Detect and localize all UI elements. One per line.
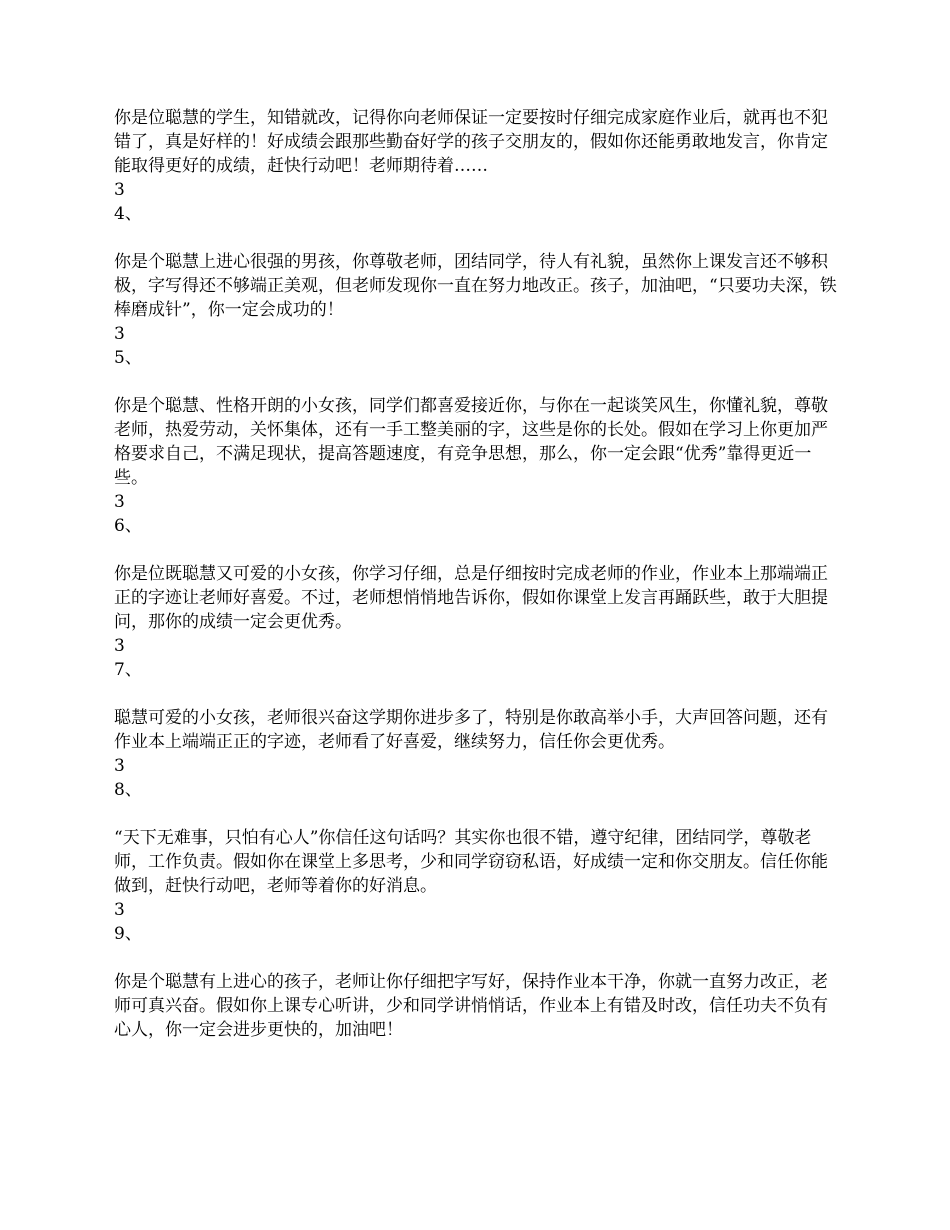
comment-paragraph-7: 聪慧可爱的小女孩，老师很兴奋这学期你进步多了，特别是你敢高举小手，大声回答问题，还有作业本上端端正正的字迹，老师看了好喜爱，继续努力，信任你会更优秀。 — [114, 708, 828, 752]
comment-paragraph-3: 你是位聪慧的学生，知错就改，记得你向老师保证一定要按时仔细完成家庭作业后，就再也不犯错了，真是好样的！好成绩会跟那些勤奋好学的孩子交朋友的，假如你还能勇敢地发言，你肯定能取得更好的成绩，赶快行动吧！老师期待着…… — [114, 108, 828, 176]
score-6: 3 — [114, 636, 125, 656]
item-number-7: 7、 — [114, 660, 142, 680]
item-number-9: 9、 — [114, 924, 142, 944]
comment-paragraph-6: 你是位既聪慧又可爱的小女孩，你学习仔细，总是仔细按时完成老师的作业，作业本上那端端正正的字迹让老师好喜爱。不过，老师想悄悄地告诉你，假如你课堂上发言再踊跃些，敢于大胆提问，那你的成绩一定会更优秀。 — [114, 564, 828, 632]
score-3: 3 — [114, 180, 125, 200]
score-5: 3 — [114, 492, 125, 512]
comment-paragraph-9: 你是个聪慧有上进心的孩子，老师让你仔细把字写好，保持作业本干净，你就一直努力改正，老师可真兴奋。假如你上课专心听讲，少和同学讲悄悄话，作业本上有错及时改，信任功夫不负有心人，你一定会进步更快的，加油吧！ — [114, 972, 828, 1040]
score-7: 3 — [114, 756, 125, 776]
item-number-8: 8、 — [114, 780, 142, 800]
comment-paragraph-4: 你是个聪慧上进心很强的男孩，你尊敬老师，团结同学，待人有礼貌，虽然你上课发言还不够积极，字写得还不够端正美观，但老师发现你一直在努力地改正。孩子，加油吧，“只要功夫深，铁棒磨成针”，你一定会成功的！ — [114, 252, 837, 320]
score-8: 3 — [114, 900, 125, 920]
comment-paragraph-5: 你是个聪慧、性格开朗的小女孩，同学们都喜爱接近你，与你在一起谈笑风生，你懂礼貌，尊敬老师，热爱劳动，关怀集体，还有一手工整美丽的字，这些是你的长处。假如在学习上你更加严格要求自己，不满足现状，提高答题速度，有竞争思想，那么，你一定会跟“优秀”靠得更近一些。 — [114, 396, 828, 488]
score-4: 3 — [114, 324, 125, 344]
comment-paragraph-8: “天下无难事，只怕有心人”你信任这句话吗？其实你也很不错，遵守纪律，团结同学，尊敬老师，工作负责。假如你在课堂上多思考，少和同学窃窃私语，好成绩一定和你交朋友。信任你能做到，赶快行动吧，老师等着你的好消息。 — [114, 828, 828, 896]
document-body — [114, 106, 838, 1042]
item-number-5: 5、 — [114, 348, 142, 368]
item-number-4: 4、 — [114, 204, 142, 224]
item-number-6: 6、 — [114, 516, 142, 536]
